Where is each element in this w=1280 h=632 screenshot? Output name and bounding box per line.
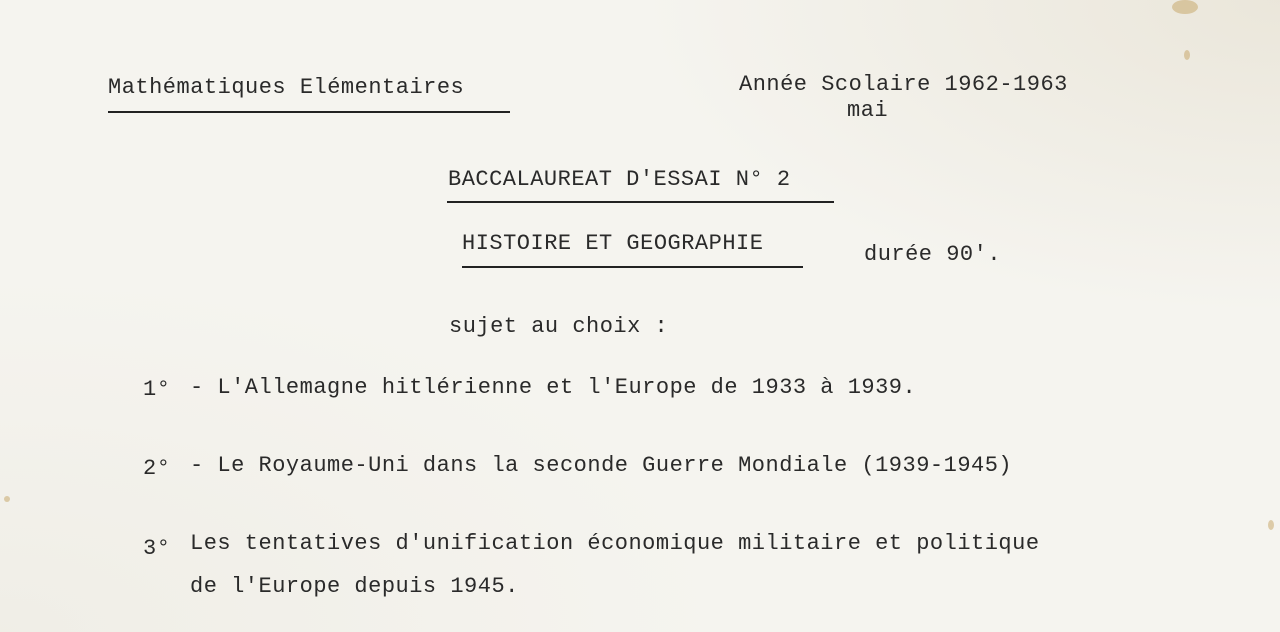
exam-title-underline bbox=[447, 201, 834, 203]
class-name: Mathématiques Elémentaires bbox=[108, 75, 465, 100]
subject-text: - Le Royaume-Uni dans la seconde Guerre Mondiale (1939-1945) bbox=[190, 453, 1013, 478]
exam-title: BACCALAUREAT D'ESSAI N° 2 bbox=[448, 167, 791, 192]
subject-number: 2° bbox=[143, 456, 171, 481]
subject-number: 1° bbox=[143, 377, 171, 402]
paper-stain bbox=[1172, 0, 1198, 14]
school-year: Année Scolaire 1962-1963 bbox=[739, 72, 1068, 97]
subject-text: Les tentatives d'unification économique militaire et politique bbox=[190, 531, 1040, 556]
instructions: sujet au choix : bbox=[449, 314, 669, 339]
paper-stain bbox=[1184, 50, 1190, 60]
exam-subject-underline bbox=[462, 266, 803, 268]
subject-text: - L'Allemagne hitlérienne et l'Europe de 1933 à 1939. bbox=[190, 375, 917, 400]
paper-stain bbox=[4, 496, 10, 502]
subject-text-continuation: de l'Europe depuis 1945. bbox=[190, 574, 519, 599]
subject-number: 3° bbox=[143, 536, 171, 561]
paper-stain bbox=[1268, 520, 1274, 530]
exam-subject: HISTOIRE ET GEOGRAPHIE bbox=[462, 231, 764, 256]
exam-duration: durée 90'. bbox=[864, 242, 1002, 267]
class-name-underline bbox=[108, 111, 510, 113]
exam-month: mai bbox=[847, 98, 889, 123]
